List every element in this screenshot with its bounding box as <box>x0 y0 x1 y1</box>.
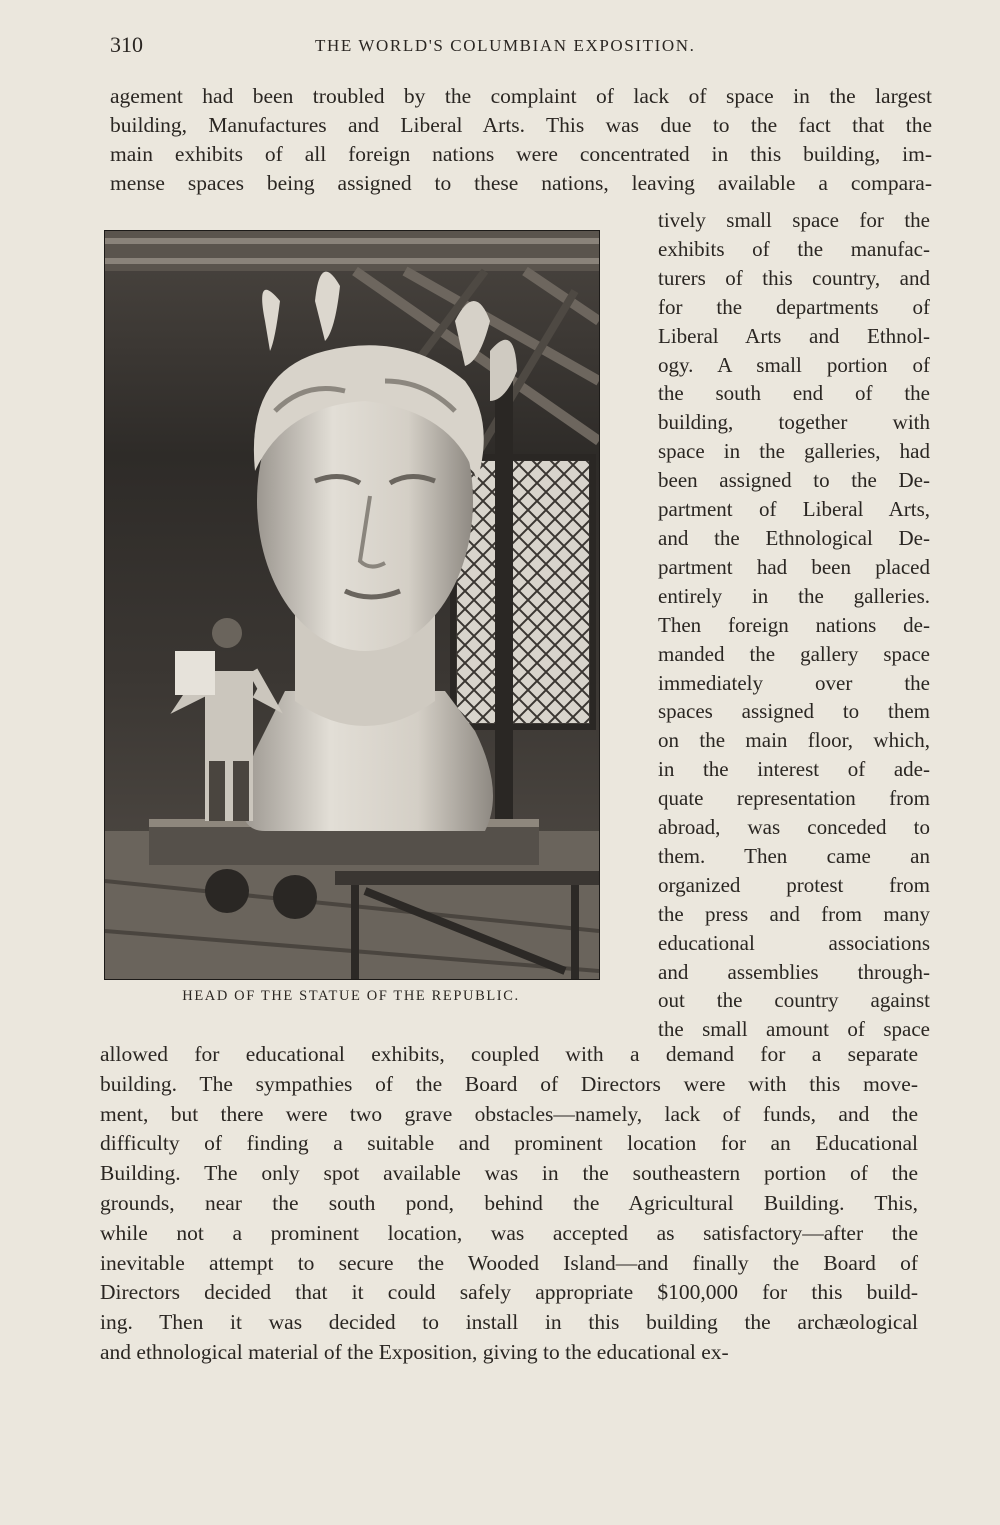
text-line: agement had been troubled by the complaint of lack of space in the largest <box>110 84 932 108</box>
statue-head-illustration <box>105 231 599 979</box>
text-line: out the country against <box>658 988 930 1013</box>
text-line: allowed for educational exhibits, coupled with a demand for a separate <box>100 1042 918 1066</box>
text-line: spaces assigned to them <box>658 699 930 724</box>
text-line: for the departments of <box>658 294 930 319</box>
text-line: main exhibits of all foreign nations were concentrated in this building, im- <box>110 142 932 166</box>
text-line: ogy. A small portion of <box>658 352 930 377</box>
text-line: and assemblies through- <box>658 959 930 984</box>
running-title: THE WORLD'S COLUMBIAN EXPOSITION. <box>315 36 696 55</box>
text-line: the press and from many <box>658 901 930 926</box>
text-line: turers of this country, and <box>658 265 930 290</box>
text-line: exhibits of the manufac- <box>658 236 930 261</box>
text-line: abroad, was conceded to <box>658 815 930 840</box>
text-line: Directors decided that it could safely appropriate $100,000 for this build- <box>100 1280 918 1305</box>
text-line: educational associations <box>658 930 930 955</box>
text-line: grounds, near the south pond, behind the Agricultural Building. This, <box>100 1190 918 1215</box>
text-line: in the interest of ade- <box>658 757 930 782</box>
figure-caption: HEAD OF THE STATUE OF THE REPUBLIC. <box>182 988 520 1004</box>
paragraph-bottom <box>100 1040 918 1368</box>
text-line: inevitable attempt to secure the Wooded Island—and finally the Board of <box>100 1250 918 1275</box>
text-line: tively small space for the <box>658 208 930 232</box>
text-line: manded the gallery space <box>658 641 930 666</box>
text-line: space in the galleries, had <box>658 439 930 464</box>
text-line: quate representation from <box>658 786 930 811</box>
text-line: ing. Then it was decided to install in this building the archæological <box>100 1310 918 1335</box>
text-line: organized protest from <box>658 872 930 897</box>
text-line: the south end of the <box>658 381 930 406</box>
text-line: been assigned to the De- <box>658 468 930 493</box>
page-header <box>110 32 930 62</box>
text-line: Then foreign nations de- <box>658 612 930 637</box>
text-line: the small amount of space <box>658 1017 930 1042</box>
text-line: building, Manufactures and Liberal Arts. This was due to the fact that the <box>110 113 932 137</box>
text-line: Liberal Arts and Ethnol- <box>658 323 930 348</box>
text-line: entirely in the galleries. <box>658 583 930 608</box>
statue-photograph <box>104 230 600 980</box>
text-line: immediately over the <box>658 670 930 695</box>
text-line: partment had been placed <box>658 554 930 579</box>
text-line: Building. The only spot available was in the southeastern portion of the <box>100 1161 918 1186</box>
text-line: ment, but there were two grave obstacles—namely, lack of funds, and the <box>100 1101 918 1126</box>
paragraph-side <box>658 206 930 1044</box>
text-line: while not a prominent location, was accepted as satisfactory—after the <box>100 1220 918 1245</box>
text-line: and ethnological material of the Exposition, giving to the educational ex- <box>100 1339 729 1364</box>
text-line: mense spaces being assigned to these nations, leaving available a compara- <box>110 171 932 195</box>
page-number: 310 <box>110 32 143 57</box>
text-line: on the main floor, which, <box>658 728 930 753</box>
text-line: and the Ethnological De- <box>658 525 930 550</box>
text-line: them. Then came an <box>658 843 930 868</box>
text-line: building. The sympathies of the Board of Directors were with this move- <box>100 1071 918 1096</box>
text-line: building, together with <box>658 410 930 435</box>
text-line: difficulty of finding a suitable and prominent location for an Educational <box>100 1131 918 1156</box>
text-line: partment of Liberal Arts, <box>658 497 930 522</box>
paragraph-top <box>110 82 932 198</box>
